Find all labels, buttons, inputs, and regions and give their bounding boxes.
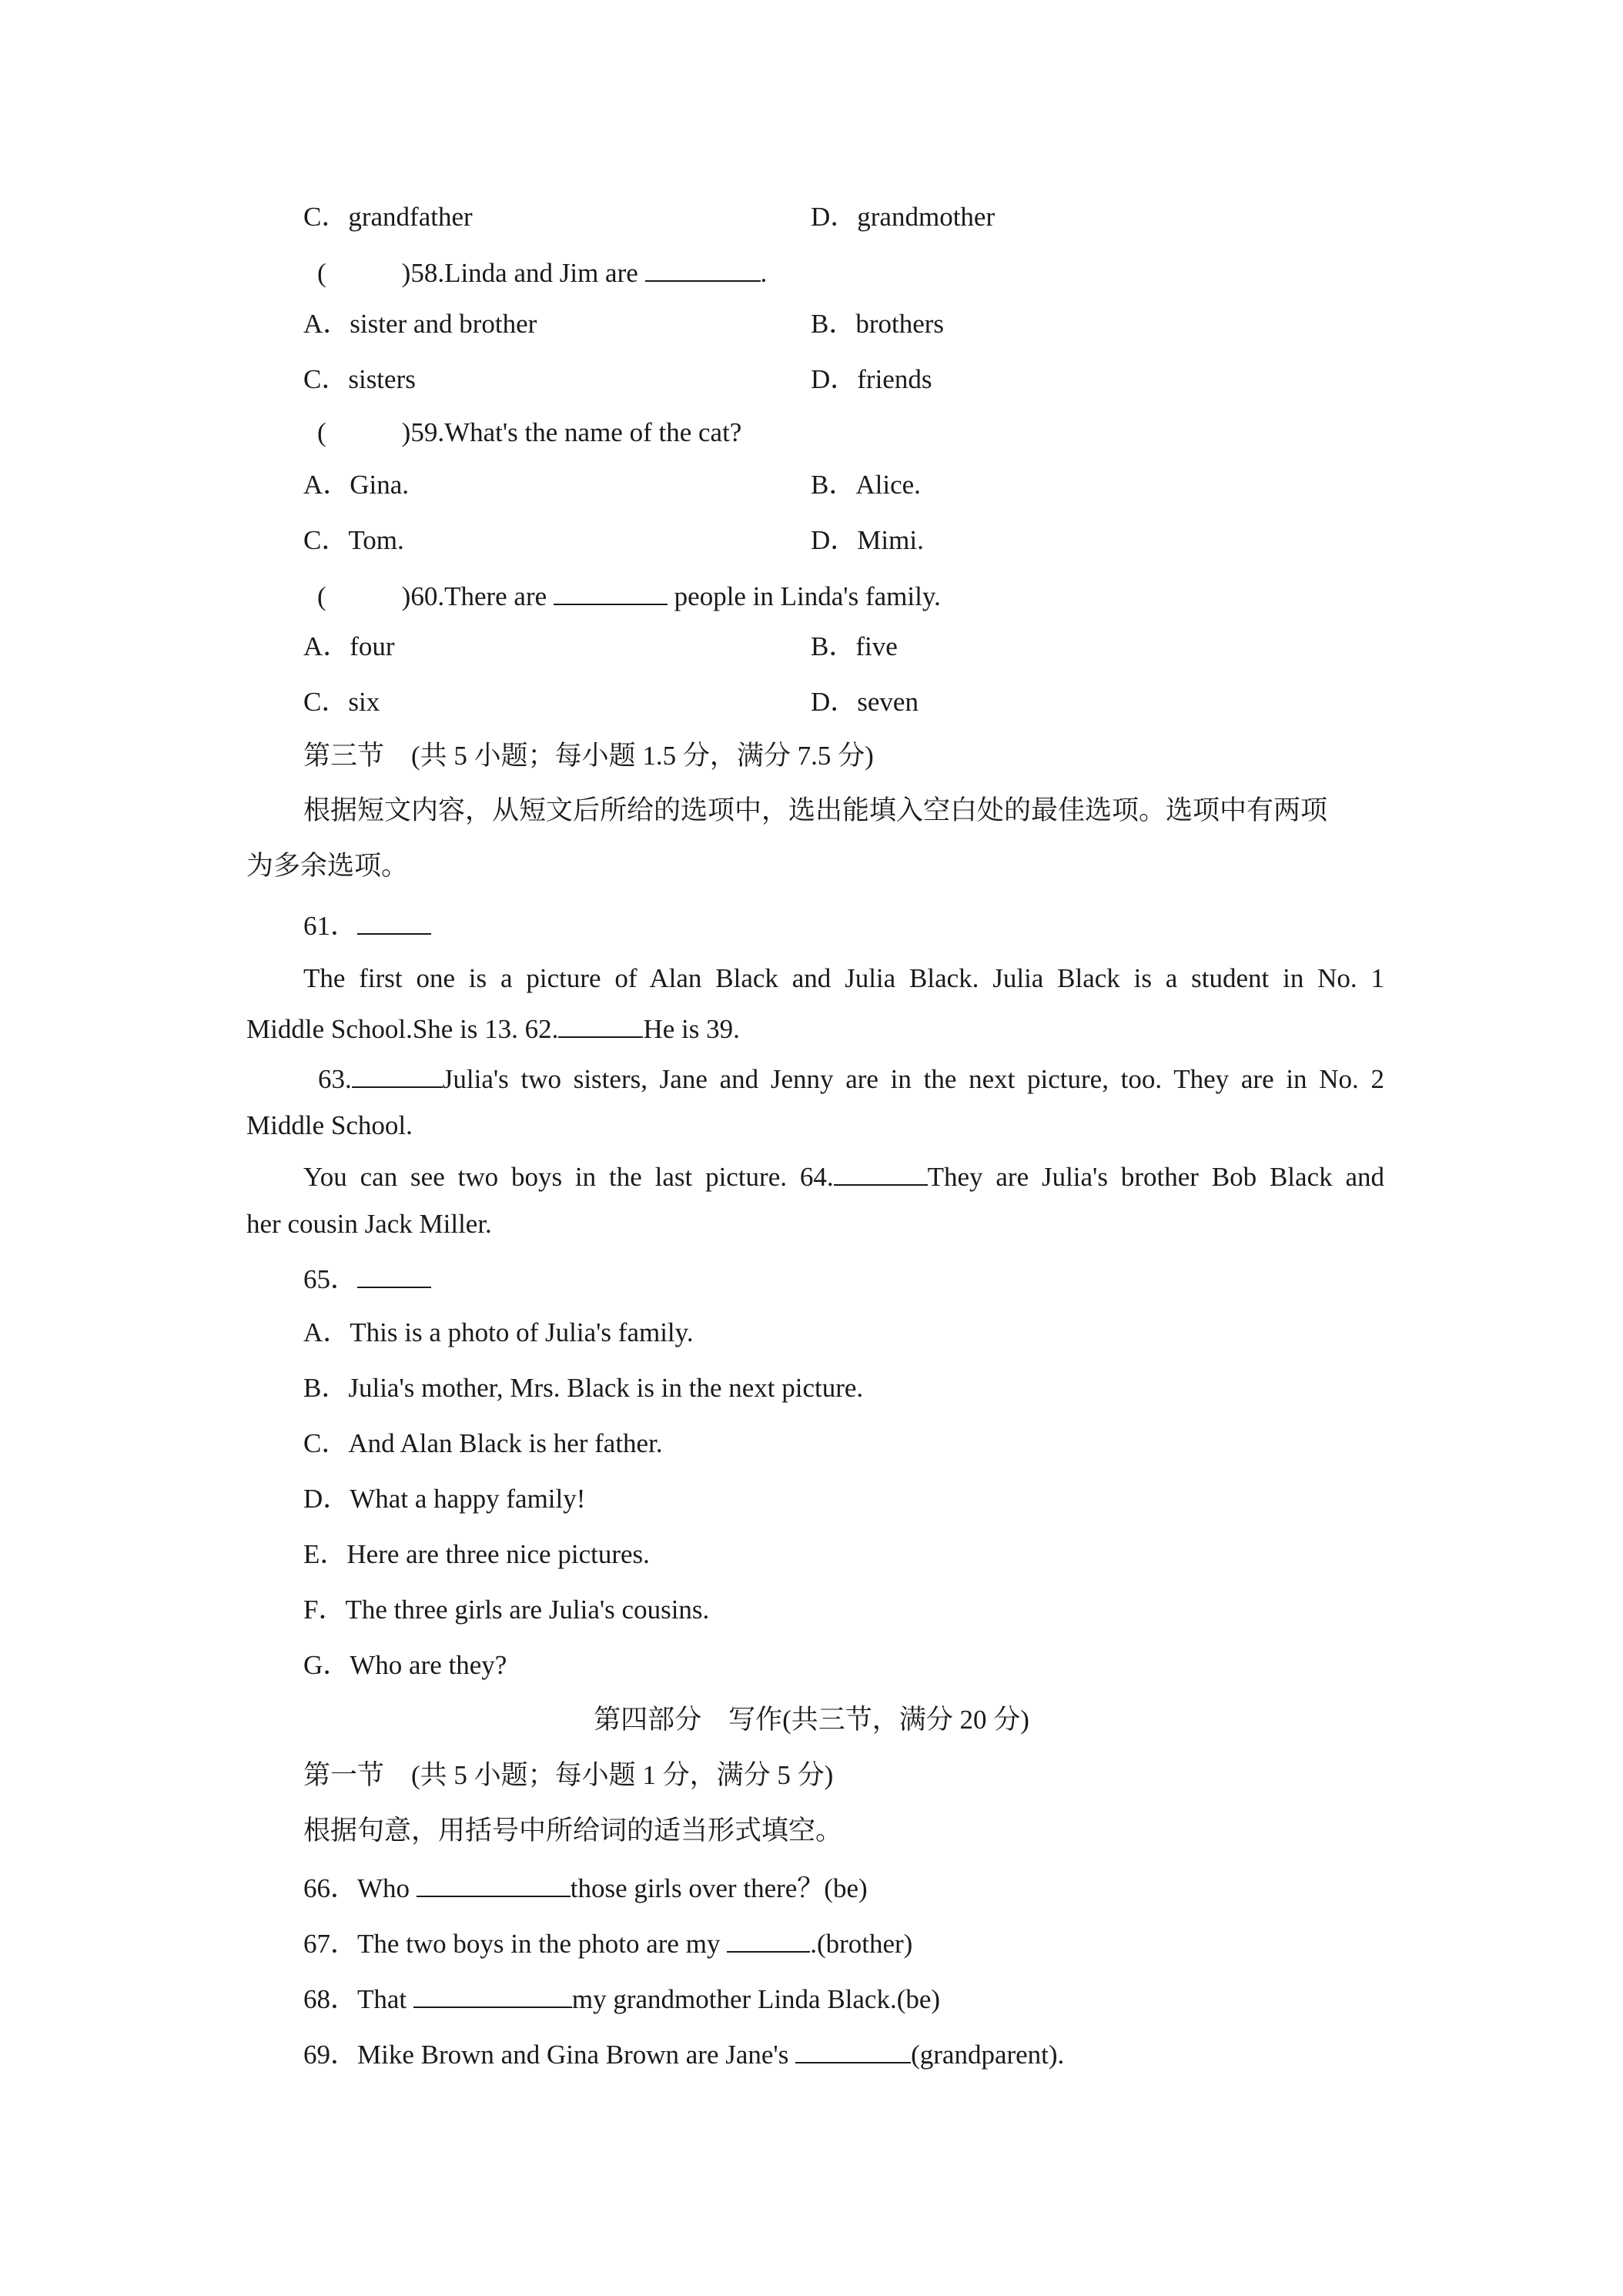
q60-stem: ( )60.There are people in Linda's family. xyxy=(317,581,941,611)
option-e: E．Here are three nice pictures. xyxy=(303,1539,650,1569)
q58-option-b: B．brothers xyxy=(811,309,945,339)
q59-number: 59. xyxy=(410,417,445,447)
passage-line-3: 63. Julia's two sisters, Jane and Jenny are in the next picture, too. They are in No. 2 xyxy=(318,1064,1384,1094)
part4-title: 第四部分 写作(共三节，满分 20 分) xyxy=(594,1705,1029,1735)
q58-option-a: A．sister and brother xyxy=(303,309,537,339)
q58-answer-blank xyxy=(645,257,761,282)
q59-stem: ( )59.What's the name of the cat? xyxy=(317,417,742,447)
q67: 67．The two boys in the photo are my .(brother) xyxy=(303,1929,913,1959)
passage-line-6: her cousin Jack Miller. xyxy=(246,1209,492,1239)
option-c: C．And Alan Black is her father. xyxy=(303,1428,663,1458)
q60-option-c: C．six xyxy=(303,687,380,717)
part4-section1-instruction: 根据句意，用括号中所给词的适当形式填空。 xyxy=(303,1816,843,1846)
section3-instruction-line2: 为多余选项。 xyxy=(246,851,409,881)
section3-instruction-line1: 根据短文内容，从短文后所给的选项中，选出能填入空白处的最佳选项。选项中有两项 xyxy=(303,795,1328,825)
q59-option-a: A．Gina. xyxy=(303,470,410,500)
q58-option-d: D．friends xyxy=(811,364,932,394)
q64-answer-blank xyxy=(834,1161,928,1186)
q66-answer-blank xyxy=(417,1873,571,1897)
q60-number: 60. xyxy=(410,581,445,611)
part4-section1-heading: 第一节 (共 5 小题；每小题 1 分，满分 5 分) xyxy=(303,1760,834,1790)
q61: 61． xyxy=(303,910,431,939)
q59-option-d: D．Mimi. xyxy=(811,525,924,555)
passage-line-1: The first one is a picture of Alan Black and Julia Black. Julia Black is a student in No. 1 xyxy=(303,963,1384,993)
passage-line-2: Middle School.She is 13. 62. He is 39. xyxy=(246,1014,740,1044)
q57-option-c: C．grandfather xyxy=(303,202,473,232)
q59-option-b: B．Alice. xyxy=(811,470,921,500)
q66: 66．Who those girls over there？(be) xyxy=(303,1873,868,1903)
q58-option-c: C．sisters xyxy=(303,364,416,394)
option-g: G．Who are they? xyxy=(303,1650,507,1680)
q69-answer-blank xyxy=(795,2039,911,2063)
q60-option-b: B．five xyxy=(811,631,898,661)
q67-answer-blank xyxy=(727,1928,810,1953)
q65-answer-blank xyxy=(357,1263,431,1288)
option-d: D．What a happy family! xyxy=(303,1484,586,1514)
passage-line-5: You can see two boys in the last picture. 64. They are Julia's brother Bob Black and xyxy=(303,1162,1384,1192)
q57-option-d: D．grandmother xyxy=(811,202,996,232)
option-b: B．Julia's mother, Mrs. Black is in the next picture. xyxy=(303,1373,864,1403)
q65: 65． xyxy=(303,1263,431,1293)
q58-stem: ( )58.Linda and Jim are . xyxy=(317,258,768,288)
q68-answer-blank xyxy=(413,1983,572,2008)
q60-answer-blank xyxy=(554,581,668,605)
section3-heading: 第三节 (共 5 小题；每小题 1.5 分，满分 7.5 分) xyxy=(303,741,874,771)
q68: 68．That my grandmother Linda Black.(be) xyxy=(303,1984,941,2014)
option-a: A．This is a photo of Julia's family. xyxy=(303,1317,694,1347)
q63-answer-blank xyxy=(352,1063,443,1088)
q60-option-a: A．four xyxy=(303,631,395,661)
q58-number: 58. xyxy=(410,258,445,288)
q69: 69．Mike Brown and Gina Brown are Jane's (grandparent). xyxy=(303,2040,1065,2070)
passage-line-4: Middle School. xyxy=(246,1110,413,1140)
option-f: F．The three girls are Julia's cousins. xyxy=(303,1595,710,1625)
q60-option-d: D．seven xyxy=(811,687,919,717)
q61-answer-blank xyxy=(357,910,431,935)
q62-answer-blank xyxy=(558,1013,643,1038)
q59-option-c: C．Tom. xyxy=(303,525,404,555)
